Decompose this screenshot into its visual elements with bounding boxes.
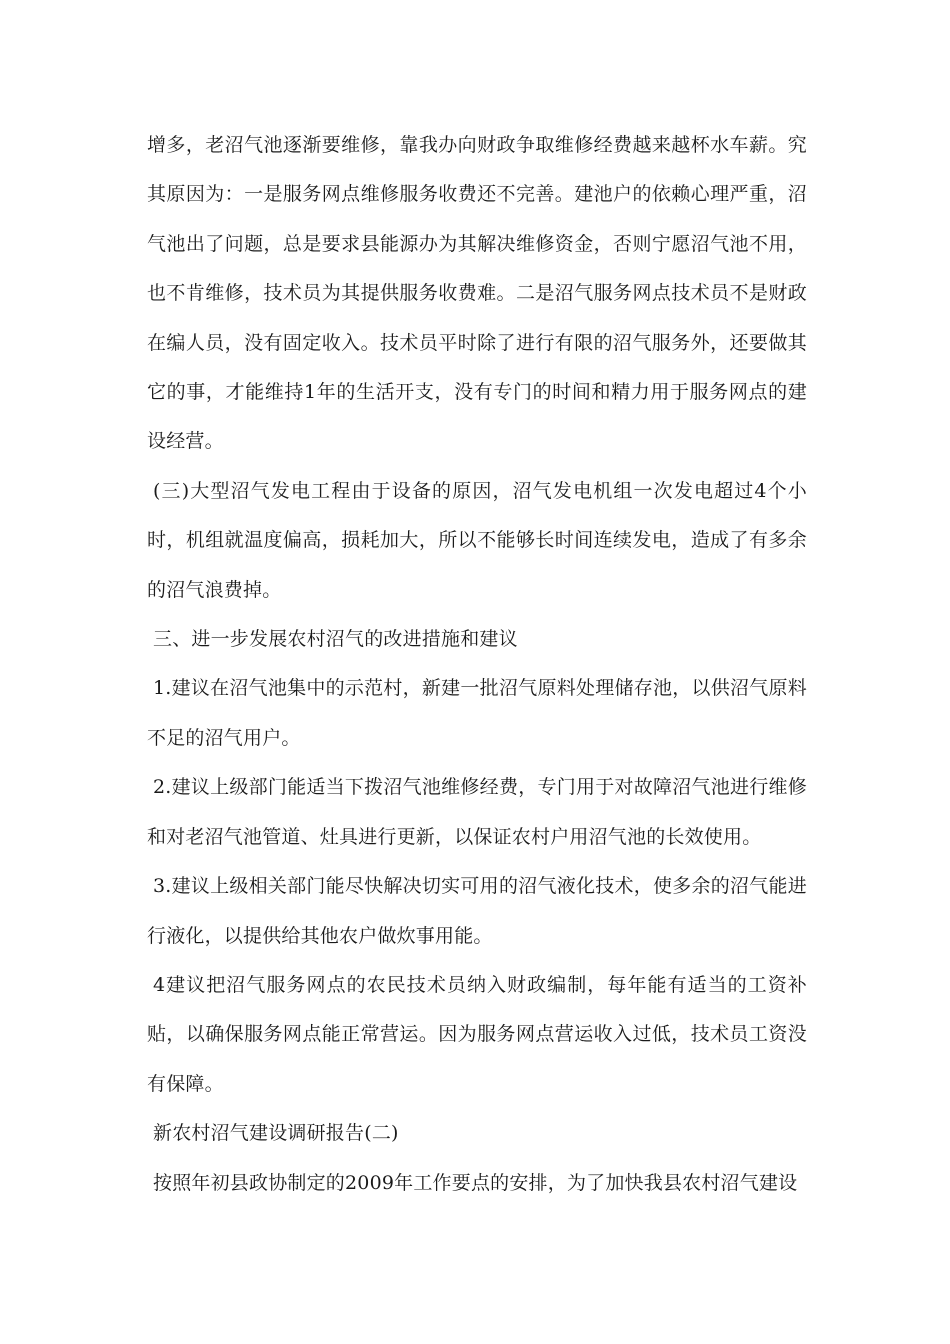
- paragraph-report-intro: 按照年初县政协制定的2009年工作要点的安排，为了加快我县农村沼气建设: [153, 1171, 798, 1194]
- report-title-two: 新农村沼气建设调研报告(二): [153, 1122, 399, 1145]
- paragraph-suggestion-4: 4建议把沼气服务网点的农民技术员纳入财政编制，每年能有适当的工资补贴，以确保服务网点能正常营运。因为服务网点营运收入过低，技术员工资没有保障。: [147, 973, 807, 1095]
- paragraph-suggestion-2: 2.建议上级部门能适当下拨沼气池维修经费，专门用于对故障沼气池进行维修和对老沼气池管道、灶具进行更新，以保证农村户用沼气池的长效使用。: [147, 776, 807, 848]
- paragraph-suggestion-3: 3.建议上级相关部门能尽快解决切实可用的沼气液化技术，使多余的沼气能进行液化，以提供给其他农户做炊事用能。: [147, 875, 807, 947]
- paragraph-continuation: 增多，老沼气池逐渐要维修，靠我办向财政争取维修经费越来越杯水车薪。究其原因为：一是服务网点维修服务收费还不完善。建池户的依赖心理严重，沼气池出了问题，总是要求县能源办为其解决维修资金，否则宁愿沼气池不用，也不肯维修，技术员为其提供服务收费难。二是沼气服务网点技术员不是财政在编人员，没有固定收入。技术员平时除了进行有限的沼气服务外，还要做其它的事，才能维持1年的生活开支，没有专门的时间和精力用于服务网点的建设经营。: [147, 134, 807, 453]
- document-body: [147, 121, 807, 1208]
- heading-improvement-measures: 三、进一步发展农村沼气的改进措施和建议: [153, 628, 518, 651]
- paragraph-section-3: (三)大型沼气发电工程由于设备的原因，沼气发电机组一次发电超过4个小时，机组就温度偏高，损耗加大，所以不能够长时间连续发电，造成了有多余的沼气浪费掉。: [147, 479, 807, 601]
- paragraph-suggestion-1: 1.建议在沼气池集中的示范村，新建一批沼气原料处理储存池，以供沼气原料不足的沼气用户。: [147, 677, 807, 749]
